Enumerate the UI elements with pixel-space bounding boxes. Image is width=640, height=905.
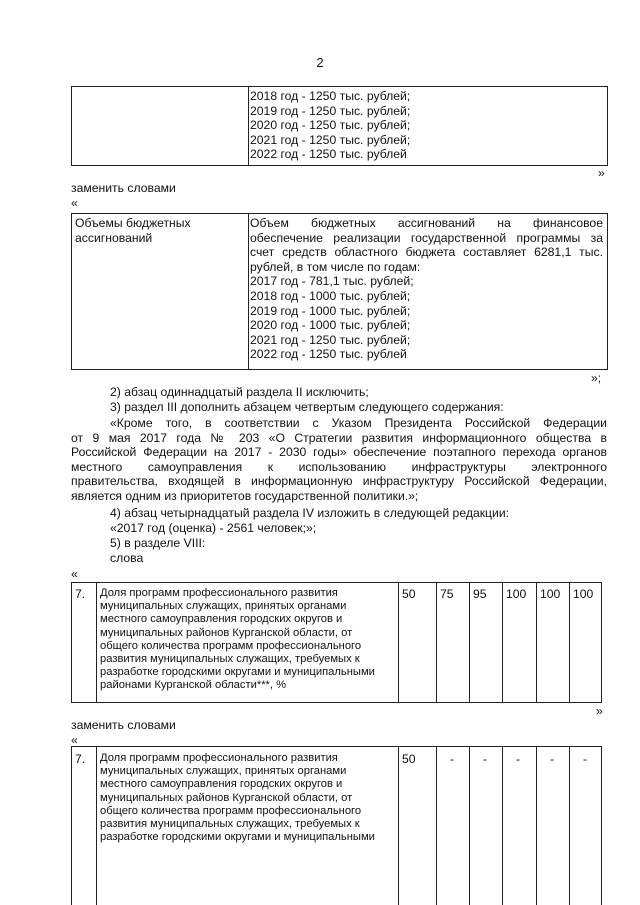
indicator-description-line: местного самоуправления городских округов и bbox=[100, 613, 343, 626]
indicator-table-old bbox=[71, 582, 602, 703]
row-number: 7. bbox=[75, 752, 86, 766]
value-cell: - bbox=[550, 752, 555, 766]
indicator-description-line: местного самоуправления городских округов и bbox=[100, 778, 343, 791]
budget-text-line: рублей, в том числе по годам: bbox=[250, 259, 421, 274]
indicator-description-line: муниципальных районов Курганской области, от bbox=[100, 626, 353, 639]
item-4-text: «2017 год (оценка) - 2561 человек;»; bbox=[110, 521, 317, 535]
column-divider bbox=[536, 747, 537, 905]
quote-line: Российской Федерации на 2017 - 2030 годы» обеспечение поэтапного перехода органов bbox=[71, 445, 607, 460]
budget-year-line: 2022 год - 1250 тыс. рублей bbox=[250, 347, 407, 362]
indicator-description-line: общего количества программ профессионального bbox=[100, 639, 362, 652]
value-cell: 75 bbox=[440, 587, 454, 601]
replace-with-label: заменить словами bbox=[71, 181, 176, 195]
column-divider bbox=[436, 747, 437, 905]
value-cell: 100 bbox=[573, 587, 594, 601]
quote-line: является одним из приоритетов государственной политики.»; bbox=[71, 488, 419, 503]
budget-text-line: Объем бюджетных ассигнований на финансовое bbox=[250, 216, 603, 230]
value-cell: - bbox=[483, 752, 488, 766]
quote-line: «Кроме того, в соответствии с Указом Президента Российской Федерации bbox=[110, 416, 607, 430]
item-5-words: слова bbox=[110, 551, 144, 565]
column-divider bbox=[96, 583, 97, 702]
column-divider bbox=[536, 583, 537, 702]
budget-table-fragment bbox=[71, 86, 608, 166]
row-number: 7. bbox=[75, 587, 86, 601]
item-3: 3) раздел III дополнить абзацем четвертым следующего содержания: bbox=[110, 400, 504, 414]
opening-quote: « bbox=[71, 733, 78, 747]
value-cell: 100 bbox=[506, 587, 527, 601]
indicator-table-new bbox=[71, 746, 602, 905]
value-cell: 50 bbox=[402, 587, 416, 601]
budget-year-line: 2021 год - 1250 тыс. рублей; bbox=[250, 332, 411, 347]
opening-quote: « bbox=[71, 196, 78, 210]
column-divider bbox=[469, 583, 470, 702]
quote-line: от 9 мая 2017 года № 203 «О Стратегии развития информационного общества в bbox=[71, 430, 607, 445]
indicator-description-line: муниципальных служащих, принятых органами bbox=[100, 600, 347, 613]
value-cell: - bbox=[450, 752, 455, 766]
closing-quote: »; bbox=[591, 371, 602, 385]
item-2: 2) абзац одиннадцатый раздела II исключить; bbox=[110, 385, 369, 399]
indicator-description-line: муниципальных районов Курганской области, от bbox=[100, 791, 353, 804]
indicator-description-line: Доля программ профессионального развития bbox=[100, 752, 338, 764]
value-cell: - bbox=[583, 752, 588, 766]
budget-year-line: 2019 год - 1000 тыс. рублей; bbox=[250, 303, 411, 318]
year-line: 2020 год - 1250 тыс. рублей; bbox=[250, 118, 411, 133]
budget-table bbox=[71, 213, 608, 370]
column-divider bbox=[96, 747, 97, 905]
column-divider bbox=[436, 583, 437, 702]
column-divider bbox=[248, 87, 249, 165]
replace-with-label: заменить словами bbox=[71, 718, 176, 732]
quote-paragraph bbox=[71, 416, 607, 504]
indicator-description-line: Доля программ профессионального развития bbox=[100, 587, 338, 599]
item-5: 5) в разделе VIII: bbox=[110, 536, 206, 550]
column-divider bbox=[248, 214, 249, 369]
indicator-description-line: муниципальных служащих, принятых органами bbox=[100, 765, 347, 778]
column-divider bbox=[569, 583, 570, 702]
opening-quote: « bbox=[71, 567, 78, 581]
column-divider bbox=[398, 583, 399, 702]
budget-text-line: счет средств областного бюджета составляет 6281,1 тыс. bbox=[250, 245, 603, 260]
value-cell: 50 bbox=[402, 752, 416, 766]
item-4: 4) абзац четырнадцатый раздела IV изложить в следующей редакции: bbox=[110, 506, 510, 520]
quote-line: правительства, входящей в информационную инфраструктуру Российской Федерации, bbox=[71, 474, 607, 489]
year-line: 2021 год - 1250 тыс. рублей; bbox=[250, 132, 411, 147]
budget-heading-line: Объемы бюджетных bbox=[75, 216, 191, 230]
value-cell: 100 bbox=[540, 587, 561, 601]
column-divider bbox=[502, 583, 503, 702]
indicator-description-line: районами Курганской области***, % bbox=[100, 679, 287, 692]
indicator-description-line: развития муниципальных служащих, требуемых к bbox=[100, 818, 360, 831]
closing-quote: » bbox=[596, 704, 603, 718]
quote-line: местного самоуправления к использованию инфраструктуры электронного bbox=[71, 459, 607, 474]
page-number: 2 bbox=[316, 55, 324, 70]
indicator-description-line: общего количества программ профессионального bbox=[100, 804, 362, 817]
budget-year-line: 2020 год - 1000 тыс. рублей; bbox=[250, 318, 411, 333]
column-divider bbox=[469, 747, 470, 905]
value-cell: - bbox=[516, 752, 521, 766]
indicator-description-line: разработке городскими округами и муниципальными bbox=[100, 666, 375, 679]
column-divider bbox=[398, 747, 399, 905]
value-cell: 95 bbox=[473, 587, 487, 601]
budget-year-line: 2017 год - 781,1 тыс. рублей; bbox=[250, 274, 414, 289]
closing-quote: » bbox=[598, 166, 605, 180]
year-line: 2018 год - 1250 тыс. рублей; bbox=[250, 89, 411, 103]
indicator-description-line: разработке городскими округами и муниципальными bbox=[100, 831, 375, 844]
column-divider bbox=[569, 747, 570, 905]
year-line: 2019 год - 1250 тыс. рублей; bbox=[250, 103, 411, 118]
budget-heading-line: ассигнований bbox=[75, 230, 153, 245]
budget-year-line: 2018 год - 1000 тыс. рублей; bbox=[250, 288, 411, 303]
year-line: 2022 год - 1250 тыс. рублей bbox=[250, 147, 407, 162]
budget-text-line: обеспечение реализации государственной программы за bbox=[250, 230, 603, 245]
indicator-description-line: развития муниципальных служащих, требуемых к bbox=[100, 653, 360, 666]
column-divider bbox=[502, 747, 503, 905]
